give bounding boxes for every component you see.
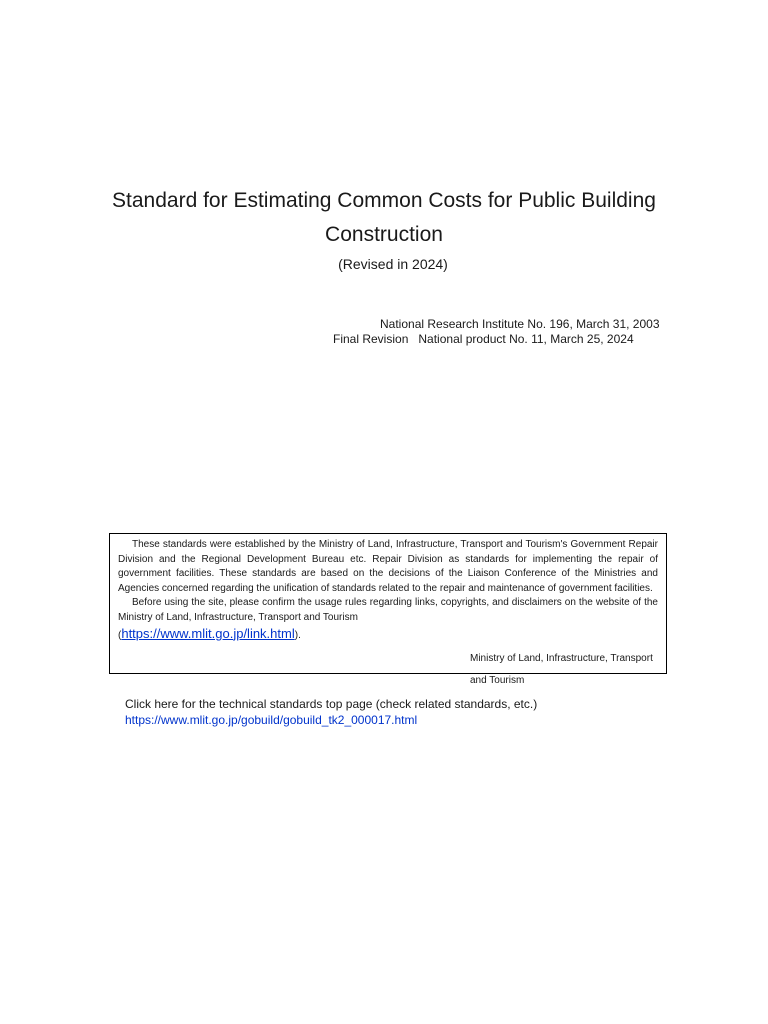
notice-paragraph-2: Before using the site, please confirm the usage rules regarding links, copyrights, and disclaimers on the website of the Ministry of Land, Infrastructure, Transport and Tourism bbox=[118, 597, 658, 623]
final-revision-text: National product No. 11, March 25, 2024 bbox=[418, 332, 634, 346]
title-line-1: Standard for Estimating Common Costs for Public Building bbox=[112, 189, 656, 212]
paren-close: ). bbox=[294, 629, 301, 641]
standards-top-page-link[interactable]: https://www.mlit.go.jp/gobuild/gobuild_tk2_000017.html bbox=[125, 713, 418, 727]
ministry-name-line-1: Ministry of Land, Infrastructure, Transport bbox=[470, 653, 653, 664]
revision-note: (Revised in 2024) bbox=[338, 256, 448, 272]
title-line-2: Construction bbox=[325, 223, 443, 246]
document-title bbox=[100, 184, 668, 252]
notice-link-line bbox=[118, 627, 658, 644]
issue-reference: National Research Institute No. 196, March 31, 2003 bbox=[380, 317, 660, 331]
link-policy-link[interactable]: https://www.mlit.go.jp/link.html bbox=[121, 625, 295, 641]
notice-paragraph-1: These standards were established by the Ministry of Land, Infrastructure, Transport and Tourism's Government Repair Division and the Regional Development Bureau etc. Repair Division as standards for implementing the repair of government facilities. These standards are based on the decisions of the Liaison Conference of the Ministries and Agencies concerned regarding the unification of standards related to the repair and maintenance of government facilities. bbox=[118, 539, 658, 594]
standards-top-page-text: Click here for the technical standards top page (check related standards, etc.) bbox=[125, 697, 538, 711]
notice-box bbox=[109, 533, 667, 686]
paren-open: ( bbox=[118, 629, 122, 641]
ministry-name-line-2: and Tourism bbox=[470, 675, 525, 686]
final-revision-label: Final Revision bbox=[333, 332, 409, 346]
final-revision bbox=[333, 331, 634, 347]
